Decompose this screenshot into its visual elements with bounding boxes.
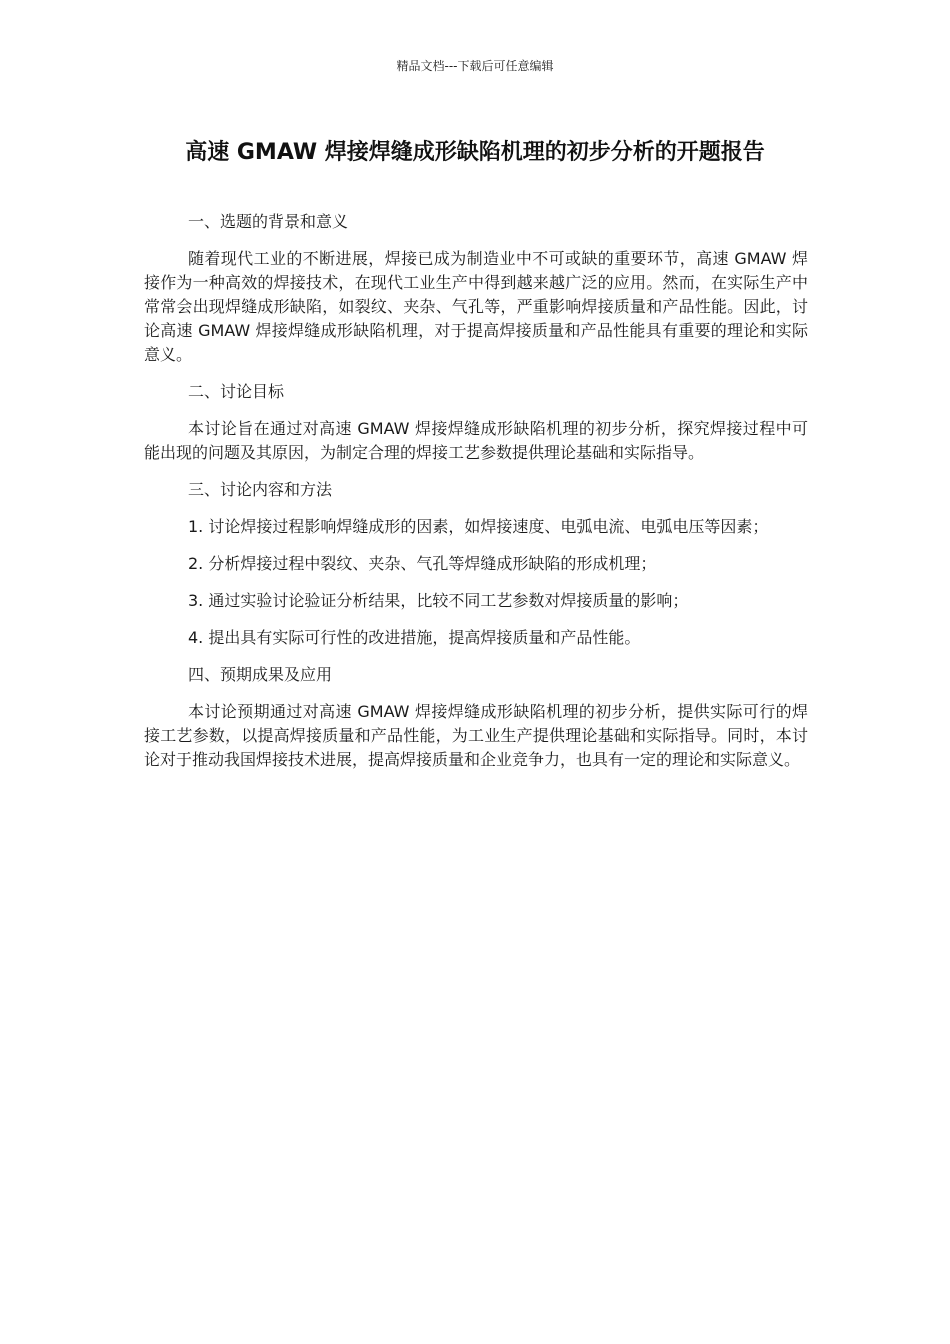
list-item-method-2: 2. 分析焊接过程中裂纹、夹杂、气孔等焊缝成形缺陷的形成机理； <box>188 554 657 573</box>
document-title: 高速 GMAW 焊接焊缝成形缺陷机理的初步分析的开题报告 <box>185 140 765 165</box>
section-heading-goals: 二、讨论目标 <box>188 382 285 401</box>
section-heading-outcomes: 四、预期成果及应用 <box>188 665 333 684</box>
list-item-method-3: 3. 通过实验讨论验证分析结果，比较不同工艺参数对焊接质量的影响； <box>188 591 689 610</box>
body-paragraph-goals: 本讨论旨在通过对高速 GMAW 焊接焊缝成形缺陷机理的初步分析，探究焊接过程中可能出现的问题及其原因，为制定合理的焊接工艺参数提供理论基础和实际指导。 <box>144 419 808 462</box>
section-heading-methods: 三、讨论内容和方法 <box>188 480 333 499</box>
section-heading-background: 一、选题的背景和意义 <box>188 212 349 231</box>
body-paragraph-background: 随着现代工业的不断进展，焊接已成为制造业中不可或缺的重要环节，高速 GMAW 焊接作为一种高效的焊接技术，在现代工业生产中得到越来越广泛的应用。然而，在实际生产中常常会出现焊缝成形缺陷，如裂纹、夹杂、气孔等，严重影响焊接质量和产品性能。因此，讨论高速 GMAW 焊接焊缝成形缺陷机理，对于提高焊接质量和产品性能具有重要的理论和实际意义。 <box>144 249 808 364</box>
list-item-method-4: 4. 提出具有实际可行性的改进措施，提高焊接质量和产品性能。 <box>188 628 641 647</box>
list-item-method-1: 1. 讨论焊接过程影响焊缝成形的因素，如焊接速度、电弧电流、电弧电压等因素； <box>188 517 769 536</box>
body-paragraph-outcomes: 本讨论预期通过对高速 GMAW 焊接焊缝成形缺陷机理的初步分析，提供实际可行的焊接工艺参数，以提高焊接质量和产品性能，为工业生产提供理论基础和实际指导。同时，本讨论对于推动我国焊接技术进展，提高焊接质量和企业竞争力，也具有一定的理论和实际意义。 <box>144 702 808 769</box>
header-note: 精品文档---下载后可任意编辑 <box>396 59 554 73</box>
document-body <box>144 210 808 785</box>
